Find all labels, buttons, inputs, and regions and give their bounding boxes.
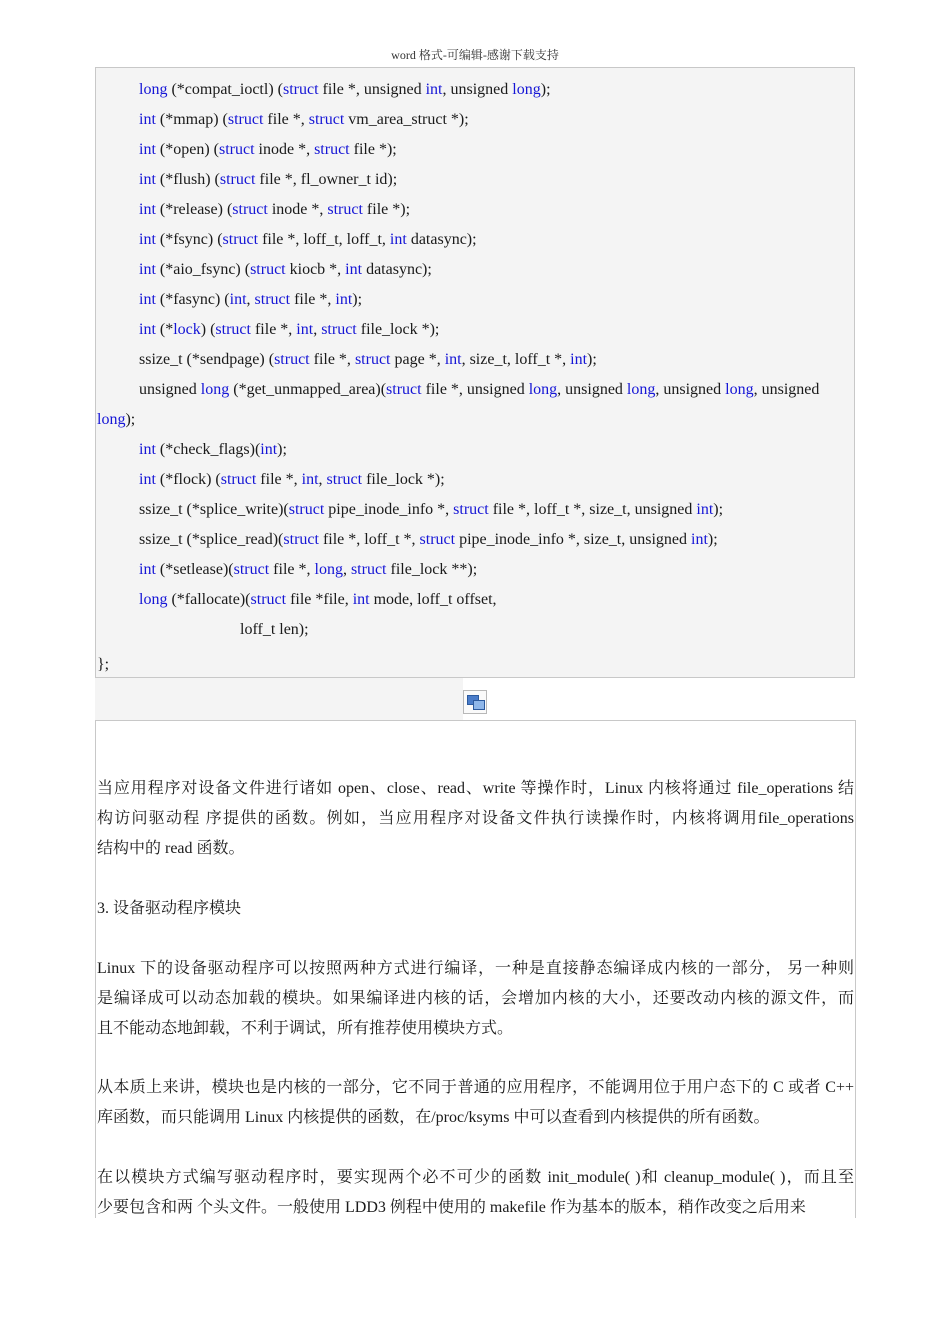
code-text: (*flush) (: [155, 171, 220, 188]
code-text: , size_t, loff_t *,: [461, 351, 571, 368]
code-text: , unsigned: [442, 81, 513, 98]
code-keyword: long: [200, 381, 230, 398]
code-text: unsigned: [139, 381, 201, 398]
code-line: [139, 110, 469, 130]
code-box-bottom-strip: [95, 678, 463, 720]
code-text: file *,: [250, 321, 297, 338]
code-text: loff_t len);: [240, 621, 309, 638]
code-line: [139, 530, 718, 550]
code-keyword: struct: [350, 561, 387, 578]
code-line: [139, 560, 477, 580]
code-keyword: long: [139, 81, 168, 98]
code-text: inode *,: [254, 141, 315, 158]
code-text: file *,: [256, 471, 302, 488]
page-header: word 格式-可编辑-感谢下载支持: [391, 48, 559, 62]
code-text: datasync);: [362, 261, 432, 278]
code-text: (*get_unmapped_area)(: [229, 381, 387, 398]
code-text: file *,: [269, 561, 315, 578]
code-text: (*setlease)(: [155, 561, 234, 578]
code-line: [139, 440, 287, 460]
section-heading: 3. 设备驱动程序模块: [97, 900, 242, 917]
code-text: (*compat_ioctl) (: [167, 81, 283, 98]
code-text: file *, loff_t, loff_t,: [258, 231, 390, 248]
code-keyword: struct: [453, 501, 489, 518]
code-text: );: [587, 351, 597, 368]
code-keyword: struct: [215, 321, 251, 338]
code-text: vm_area_struct *);: [344, 111, 469, 128]
code-line: [139, 320, 439, 340]
code-keyword: struct: [308, 111, 345, 128]
code-keyword: int: [296, 321, 314, 338]
code-text: file *, fl_owner_t id);: [255, 171, 398, 188]
code-line: [139, 170, 397, 190]
code-text: file *, loff_t *, size_t, unsigned: [488, 501, 697, 518]
paragraph-line: 结构中的 read 函数。: [97, 840, 245, 857]
code-text: );: [713, 501, 724, 518]
code-text: (*fsync) (: [155, 231, 223, 248]
image-frame-front: [473, 700, 485, 710]
code-text: (*flock) (: [155, 471, 221, 488]
code-keyword: long: [725, 381, 754, 398]
code-keyword: struct: [283, 531, 319, 548]
code-text: (*release) (: [155, 201, 233, 218]
code-text: (*: [155, 321, 174, 338]
paragraph-line: 当应用程序对设备文件进行诸如 open、close、read、write 等操作时，Linux 内核将通过 file_operations 结: [97, 780, 854, 797]
code-text: page *,: [390, 351, 445, 368]
code-keyword: int: [139, 201, 156, 218]
code-keyword: struct: [219, 171, 256, 188]
code-text: kiocb *,: [285, 261, 346, 278]
code-keyword: struct: [321, 321, 357, 338]
code-text: (*fallocate)(: [167, 591, 251, 608]
code-text: );: [352, 291, 363, 308]
code-text: );: [277, 441, 287, 458]
code-text: );: [707, 531, 718, 548]
code-keyword: int: [570, 351, 588, 368]
code-keyword: long: [512, 81, 541, 98]
code-line: [139, 230, 477, 250]
code-keyword: struct: [232, 201, 268, 218]
code-text: file *, loff_t *,: [318, 531, 420, 548]
code-keyword: int: [139, 111, 156, 128]
code-text: file *,: [263, 111, 309, 128]
code-text: file *,: [290, 291, 336, 308]
code-text: datasync);: [406, 231, 477, 248]
code-text: pipe_inode_info *,: [324, 501, 454, 518]
code-keyword: int: [335, 291, 353, 308]
code-keyword: int: [139, 141, 156, 158]
code-line: [139, 350, 597, 370]
code-keyword: struct: [250, 261, 286, 278]
paragraph-line: 从本质上来讲，模块也是内核的一部分，它不同于普通的应用程序，不能调用位于用户态下的 C 或者 C++: [97, 1079, 854, 1096]
code-text: file *,: [309, 351, 355, 368]
code-line: [240, 620, 309, 640]
paragraph-line: 少要包含和两 个头文件。一般使用 LDD3 例程中使用的 makefile 作为基本的版本，稍作改变之后用来: [97, 1199, 806, 1216]
code-keyword: int: [139, 561, 156, 578]
code-keyword: int: [139, 291, 156, 308]
code-keyword: long: [626, 381, 656, 398]
code-keyword: int: [444, 351, 462, 368]
code-keyword: struct: [220, 471, 257, 488]
code-text: ssize_t (*splice_read)(: [139, 531, 284, 548]
code-keyword: struct: [254, 291, 291, 308]
code-keyword: int: [301, 471, 319, 488]
code-text: pipe_inode_info *, size_t, unsigned: [455, 531, 692, 548]
code-keyword: long: [314, 561, 343, 578]
code-text: (*fasync) (: [155, 291, 230, 308]
code-text: (*check_flags)(: [155, 441, 261, 458]
code-keyword: int: [139, 231, 156, 248]
image-placeholder-icon[interactable]: [463, 690, 487, 714]
code-keyword: int: [389, 231, 407, 248]
code-keyword: int: [260, 441, 278, 458]
code-text: file *, unsigned: [318, 81, 426, 98]
code-line: [139, 140, 397, 160]
code-text: file *);: [349, 141, 397, 158]
code-text: ,: [318, 471, 327, 488]
code-line: [139, 470, 445, 490]
code-text: ,: [342, 561, 351, 578]
code-text: file_lock **);: [386, 561, 478, 578]
code-text: , unsigned: [753, 381, 820, 398]
code-keyword: int: [139, 441, 156, 458]
code-text: );: [125, 411, 136, 428]
code-text: file *);: [362, 201, 411, 218]
code-line: [139, 590, 497, 610]
code-text: ,: [313, 321, 322, 338]
code-keyword: int: [139, 261, 156, 278]
code-keyword: int: [691, 531, 708, 548]
paragraph-line: 在以模块方式编写驱动程序时，要实现两个必不可少的函数 init_module( )和 cleanup_module( )，而且至: [97, 1169, 854, 1186]
code-keyword: struct: [282, 81, 319, 98]
code-keyword: struct: [227, 111, 264, 128]
code-keyword: int: [139, 471, 156, 488]
code-keyword: struct: [326, 471, 363, 488]
code-line: [139, 80, 551, 100]
code-text: (*aio_fsync) (: [155, 261, 251, 278]
code-text: (*open) (: [155, 141, 219, 158]
code-keyword: struct: [288, 501, 325, 518]
code-keyword: int: [139, 321, 156, 338]
code-text: file *, unsigned: [421, 381, 529, 398]
paragraph-line: 构访问驱动程 序提供的函数。例如，当应用程序对设备文件执行读操作时，内核将调用file_operations: [97, 810, 854, 827]
paragraph-line: Linux 下的设备驱动程序可以按照两种方式进行编译，一种是直接静态编译成内核的一部分， 另一种则: [97, 960, 854, 977]
code-keyword: struct: [250, 591, 287, 608]
code-keyword: struct: [274, 351, 310, 368]
code-text: , unsigned: [557, 381, 627, 398]
code-text: ,: [246, 291, 255, 308]
code-line: [97, 410, 135, 430]
code-keyword: int: [696, 501, 714, 518]
code-keyword: lock: [173, 321, 201, 338]
code-keyword: struct: [314, 141, 350, 158]
code-text: ssize_t (*splice_write)(: [139, 501, 289, 518]
code-text: file_lock *);: [356, 321, 440, 338]
code-keyword: struct: [327, 201, 363, 218]
code-text: ) (: [200, 321, 216, 338]
code-keyword: int: [229, 291, 247, 308]
code-keyword: struct: [218, 141, 255, 158]
code-text: );: [540, 81, 551, 98]
code-keyword: int: [425, 81, 443, 98]
code-text: , unsigned: [655, 381, 726, 398]
code-keyword: struct: [419, 531, 456, 548]
code-line: [139, 500, 723, 520]
code-text: file_lock *);: [362, 471, 445, 488]
code-text: };: [97, 656, 110, 673]
paragraph-line: 且不能动态地卸载，不利于调试，所有推荐使用模块方式。: [97, 1020, 514, 1037]
code-keyword: long: [528, 381, 558, 398]
code-text: inode *,: [267, 201, 328, 218]
code-line: [139, 380, 819, 400]
code-text: (*mmap) (: [155, 111, 228, 128]
code-line: [139, 290, 362, 310]
code-keyword: struct: [222, 231, 259, 248]
code-keyword: struct: [354, 351, 391, 368]
code-line: [139, 260, 432, 280]
code-keyword: int: [352, 591, 370, 608]
code-keyword: long: [97, 411, 126, 428]
code-keyword: struct: [233, 561, 270, 578]
code-line: [97, 655, 109, 675]
code-keyword: struct: [386, 381, 422, 398]
code-keyword: int: [139, 171, 156, 188]
code-line: [139, 200, 410, 220]
code-text: mode, loff_t offset,: [369, 591, 497, 608]
code-text: file *file,: [286, 591, 353, 608]
paragraph-line: 是编译成可以动态加载的模块。如果编译进内核的话，会增加内核的大小，还要改动内核的源文件，而: [97, 990, 854, 1007]
code-text: ssize_t (*sendpage) (: [139, 351, 275, 368]
code-keyword: long: [139, 591, 168, 608]
paragraph-line: 库函数，而只能调用 Linux 内核提供的函数，在/proc/ksyms 中可以查看到内核提供的所有函数。: [97, 1109, 770, 1126]
code-keyword: int: [345, 261, 363, 278]
